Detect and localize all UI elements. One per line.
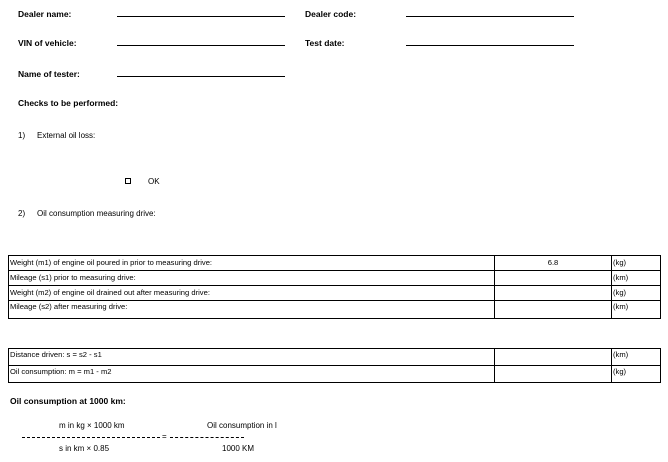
row-unit: (km) [612,349,661,366]
table-row [9,271,661,286]
row-unit: (km) [612,301,661,319]
tester-label: Name of tester: [18,69,80,79]
dealer-code-label: Dealer code: [305,9,357,19]
tester-field[interactable] [117,76,285,77]
row-label: Weight (m1) of engine oil poured in prior to measuring drive: [9,256,495,271]
row-label: Distance driven: s = s2 - s1 [9,349,495,366]
formula-denominator-right: 1000 KM [222,444,255,453]
row-value-field[interactable] [495,286,612,301]
row-label: Mileage (s2) after measuring drive: [9,301,495,319]
row-unit: (kg) [612,286,661,301]
table-row [9,349,661,366]
formula-numerator-left: m in kg × 1000 km [59,421,125,430]
check-2-label: Oil consumption measuring drive: [37,209,156,218]
table-row [9,286,661,301]
row-value-field[interactable] [495,366,612,383]
checks-heading: Checks to be performed: [18,98,119,108]
ok-checkbox[interactable] [125,178,131,184]
vin-label: VIN of vehicle: [18,38,77,48]
equals-sign: = [162,432,167,441]
table-row [9,301,661,319]
check-1-number: 1) [18,131,26,140]
test-date-field[interactable] [406,45,574,46]
row-unit: (km) [612,271,661,286]
measurement-table [8,255,661,319]
table-row [9,256,661,271]
dealer-name-label: Dealer name: [18,9,72,19]
table-row [9,366,661,383]
result-table [8,348,661,383]
row-unit: (kg) [612,366,661,383]
formula-heading: Oil consumption at 1000 km: [10,396,126,406]
row-value-field[interactable]: 6.8 [495,256,612,271]
row-unit: (kg) [612,256,661,271]
test-date-label: Test date: [305,38,345,48]
formula-numerator-right: Oil consumption in l [207,421,277,430]
check-2-number: 2) [18,209,26,218]
check-1-label: External oil loss: [37,131,96,140]
fraction-bar-right [170,437,244,438]
row-value-field[interactable] [495,301,612,319]
row-value-field[interactable] [495,271,612,286]
row-label: Oil consumption: m = m1 - m2 [9,366,495,383]
fraction-bar-left [22,437,160,438]
row-label: Mileage (s1) prior to measuring drive: [9,271,495,286]
formula-denominator-left: s in km × 0.85 [59,444,110,453]
vin-field[interactable] [117,45,285,46]
dealer-name-field[interactable] [117,16,285,17]
dealer-code-field[interactable] [406,16,574,17]
row-value-field[interactable] [495,349,612,366]
row-label: Weight (m2) of engine oil drained out after measuring drive: [9,286,495,301]
ok-label: OK [148,177,160,186]
